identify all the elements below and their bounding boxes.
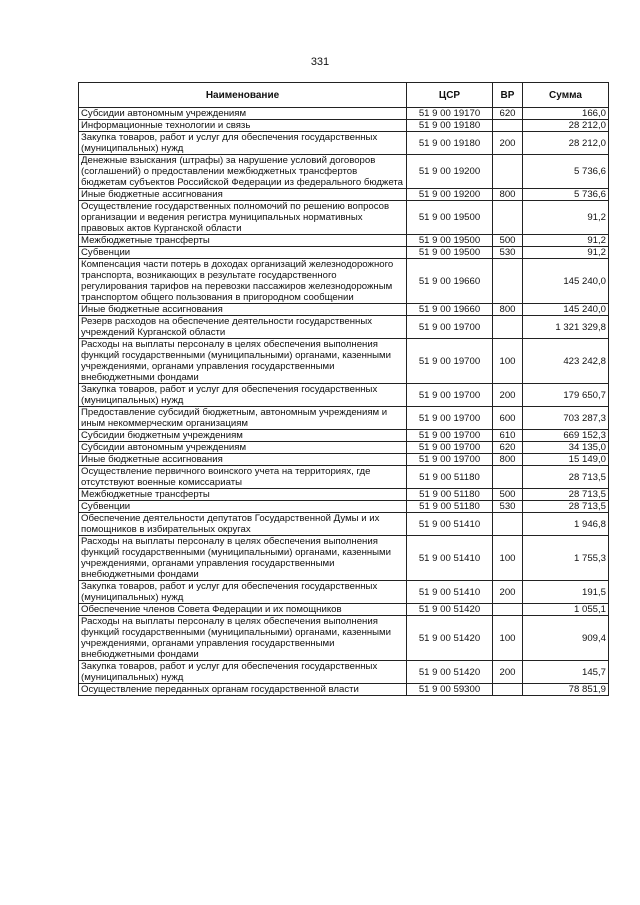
cell-vr: 500 xyxy=(493,489,523,501)
cell-sum: 145 240,0 xyxy=(523,304,609,316)
cell-name: Расходы на выплаты персоналу в целях обеспечения выполнения функций государственными (муниципальными) органами, казенными учреждениями, органами управления государственными внебюджетными фондами xyxy=(79,616,407,661)
table-row xyxy=(79,454,609,466)
cell-sum: 703 287,3 xyxy=(523,407,609,430)
cell-vr: 530 xyxy=(493,247,523,259)
cell-name: Денежные взыскания (штрафы) за нарушение условий договоров (соглашений) о предоставлении межбюджетных трансфертов бюджетам субъектов Российской Федерации из федерального бюджета xyxy=(79,155,407,189)
cell-csr: 51 9 00 51410 xyxy=(407,581,493,604)
cell-name: Иные бюджетные ассигнования xyxy=(79,189,407,201)
cell-vr xyxy=(493,120,523,132)
cell-vr: 800 xyxy=(493,454,523,466)
cell-csr: 51 9 00 19700 xyxy=(407,384,493,407)
cell-vr: 200 xyxy=(493,661,523,684)
cell-name: Осуществление первичного воинского учета на территориях, где отсутствуют военные комиссариаты xyxy=(79,466,407,489)
cell-vr xyxy=(493,316,523,339)
cell-name: Иные бюджетные ассигнования xyxy=(79,454,407,466)
table-row xyxy=(79,442,609,454)
table-row xyxy=(79,684,609,696)
header-name: Наименование xyxy=(79,83,407,108)
cell-vr xyxy=(493,466,523,489)
table-row xyxy=(79,466,609,489)
cell-vr: 800 xyxy=(493,304,523,316)
cell-vr: 620 xyxy=(493,108,523,120)
table-row xyxy=(79,316,609,339)
cell-name: Субсидии бюджетным учреждениям xyxy=(79,430,407,442)
cell-vr: 800 xyxy=(493,189,523,201)
cell-csr: 51 9 00 19700 xyxy=(407,339,493,384)
table-row xyxy=(79,339,609,384)
cell-csr: 51 9 00 51180 xyxy=(407,489,493,501)
cell-csr: 51 9 00 51420 xyxy=(407,616,493,661)
cell-csr: 51 9 00 19200 xyxy=(407,155,493,189)
table-row xyxy=(79,489,609,501)
cell-sum: 78 851,9 xyxy=(523,684,609,696)
cell-sum: 1 755,3 xyxy=(523,536,609,581)
cell-sum: 423 242,8 xyxy=(523,339,609,384)
page-number: 331 xyxy=(310,56,330,68)
cell-vr: 610 xyxy=(493,430,523,442)
cell-name: Информационные технологии и связь xyxy=(79,120,407,132)
budget-table xyxy=(78,82,609,696)
cell-name: Закупка товаров, работ и услуг для обеспечения государственных (муниципальных) нужд xyxy=(79,132,407,155)
table-row xyxy=(79,407,609,430)
cell-name: Резерв расходов на обеспечение деятельности государственных учреждений Курганской области xyxy=(79,316,407,339)
cell-vr: 100 xyxy=(493,536,523,581)
cell-vr: 200 xyxy=(493,384,523,407)
cell-vr xyxy=(493,155,523,189)
table-row xyxy=(79,581,609,604)
cell-csr: 51 9 00 19170 xyxy=(407,108,493,120)
table-row xyxy=(79,235,609,247)
cell-sum: 909,4 xyxy=(523,616,609,661)
cell-name: Субсидии автономным учреждениям xyxy=(79,442,407,454)
cell-csr: 51 9 00 51180 xyxy=(407,501,493,513)
cell-csr: 51 9 00 19660 xyxy=(407,259,493,304)
header-vr: ВР xyxy=(493,83,523,108)
cell-name: Иные бюджетные ассигнования xyxy=(79,304,407,316)
cell-csr: 51 9 00 19700 xyxy=(407,430,493,442)
cell-name: Межбюджетные трансферты xyxy=(79,235,407,247)
table-row xyxy=(79,189,609,201)
cell-csr: 51 9 00 51410 xyxy=(407,536,493,581)
cell-csr: 51 9 00 19180 xyxy=(407,132,493,155)
cell-name: Осуществление переданных органам государственной власти xyxy=(79,684,407,696)
cell-name: Компенсация части потерь в доходах организаций железнодорожного транспорта, возникающих в результате государственного регулирования тарифов на перевозки пассажиров железнодорожным транспортом общего пользования в пригородном сообщении xyxy=(79,259,407,304)
header-csr: ЦСР xyxy=(407,83,493,108)
cell-csr: 51 9 00 19500 xyxy=(407,247,493,259)
cell-sum: 1 321 329,8 xyxy=(523,316,609,339)
cell-csr: 51 9 00 51420 xyxy=(407,604,493,616)
table-header-row xyxy=(79,83,609,108)
cell-name: Закупка товаров, работ и услуг для обеспечения государственных (муниципальных) нужд xyxy=(79,581,407,604)
cell-vr: 100 xyxy=(493,616,523,661)
cell-vr xyxy=(493,259,523,304)
cell-vr xyxy=(493,201,523,235)
table-row xyxy=(79,108,609,120)
table-row xyxy=(79,430,609,442)
cell-sum: 28 713,5 xyxy=(523,466,609,489)
cell-csr: 51 9 00 19500 xyxy=(407,201,493,235)
cell-sum: 145,7 xyxy=(523,661,609,684)
cell-vr xyxy=(493,513,523,536)
table-row xyxy=(79,604,609,616)
cell-csr: 51 9 00 19660 xyxy=(407,304,493,316)
cell-sum: 28 212,0 xyxy=(523,132,609,155)
table-row xyxy=(79,501,609,513)
table-row xyxy=(79,259,609,304)
cell-name: Расходы на выплаты персоналу в целях обеспечения выполнения функций государственными (муниципальными) органами, казенными учреждениями, органами управления государственными внебюджетными фондами xyxy=(79,339,407,384)
cell-sum: 28 713,5 xyxy=(523,489,609,501)
cell-sum: 5 736,6 xyxy=(523,155,609,189)
table-row xyxy=(79,304,609,316)
cell-sum: 91,2 xyxy=(523,235,609,247)
cell-csr: 51 9 00 19700 xyxy=(407,442,493,454)
cell-csr: 51 9 00 19200 xyxy=(407,189,493,201)
table-row xyxy=(79,155,609,189)
cell-vr: 620 xyxy=(493,442,523,454)
cell-name: Расходы на выплаты персоналу в целях обеспечения выполнения функций государственными (муниципальными) органами, казенными учреждениями, органами управления государственными внебюджетными фондами xyxy=(79,536,407,581)
table-row xyxy=(79,513,609,536)
cell-csr: 51 9 00 19700 xyxy=(407,407,493,430)
cell-vr: 600 xyxy=(493,407,523,430)
cell-sum: 28 713,5 xyxy=(523,501,609,513)
table-row xyxy=(79,384,609,407)
cell-sum: 91,2 xyxy=(523,201,609,235)
table-row xyxy=(79,536,609,581)
cell-name: Обеспечение членов Совета Федерации и их помощников xyxy=(79,604,407,616)
cell-sum: 145 240,0 xyxy=(523,259,609,304)
cell-sum: 28 212,0 xyxy=(523,120,609,132)
table-row xyxy=(79,247,609,259)
cell-sum: 179 650,7 xyxy=(523,384,609,407)
cell-vr xyxy=(493,604,523,616)
cell-vr: 100 xyxy=(493,339,523,384)
cell-name: Закупка товаров, работ и услуг для обеспечения государственных (муниципальных) нужд xyxy=(79,384,407,407)
cell-name: Осуществление государственных полномочий по решению вопросов организации и ведения регистра муниципальных нормативных правовых актов Курганской области xyxy=(79,201,407,235)
cell-sum: 191,5 xyxy=(523,581,609,604)
cell-sum: 166,0 xyxy=(523,108,609,120)
cell-name: Предоставление субсидий бюджетным, автономным учреждениям и иным некоммерческим организациям xyxy=(79,407,407,430)
cell-name: Субвенции xyxy=(79,247,407,259)
cell-name: Субвенции xyxy=(79,501,407,513)
cell-vr: 200 xyxy=(493,132,523,155)
cell-sum: 15 149,0 xyxy=(523,454,609,466)
table-row xyxy=(79,661,609,684)
cell-name: Закупка товаров, работ и услуг для обеспечения государственных (муниципальных) нужд xyxy=(79,661,407,684)
table-row xyxy=(79,616,609,661)
cell-csr: 51 9 00 51410 xyxy=(407,513,493,536)
cell-sum: 1 055,1 xyxy=(523,604,609,616)
cell-csr: 51 9 00 59300 xyxy=(407,684,493,696)
cell-vr: 200 xyxy=(493,581,523,604)
cell-vr xyxy=(493,684,523,696)
header-sum: Сумма xyxy=(523,83,609,108)
cell-csr: 51 9 00 51180 xyxy=(407,466,493,489)
cell-csr: 51 9 00 19700 xyxy=(407,454,493,466)
cell-vr: 500 xyxy=(493,235,523,247)
cell-name: Межбюджетные трансферты xyxy=(79,489,407,501)
table-row xyxy=(79,132,609,155)
cell-csr: 51 9 00 51420 xyxy=(407,661,493,684)
cell-sum: 669 152,3 xyxy=(523,430,609,442)
table-row xyxy=(79,120,609,132)
cell-vr: 530 xyxy=(493,501,523,513)
cell-sum: 91,2 xyxy=(523,247,609,259)
cell-csr: 51 9 00 19700 xyxy=(407,316,493,339)
cell-csr: 51 9 00 19180 xyxy=(407,120,493,132)
cell-sum: 34 135,0 xyxy=(523,442,609,454)
cell-sum: 1 946,8 xyxy=(523,513,609,536)
cell-name: Субсидии автономным учреждениям xyxy=(79,108,407,120)
cell-name: Обеспечение деятельности депутатов Государственной Думы и их помощников в избирательных округах xyxy=(79,513,407,536)
cell-sum: 5 736,6 xyxy=(523,189,609,201)
table-row xyxy=(79,201,609,235)
cell-csr: 51 9 00 19500 xyxy=(407,235,493,247)
